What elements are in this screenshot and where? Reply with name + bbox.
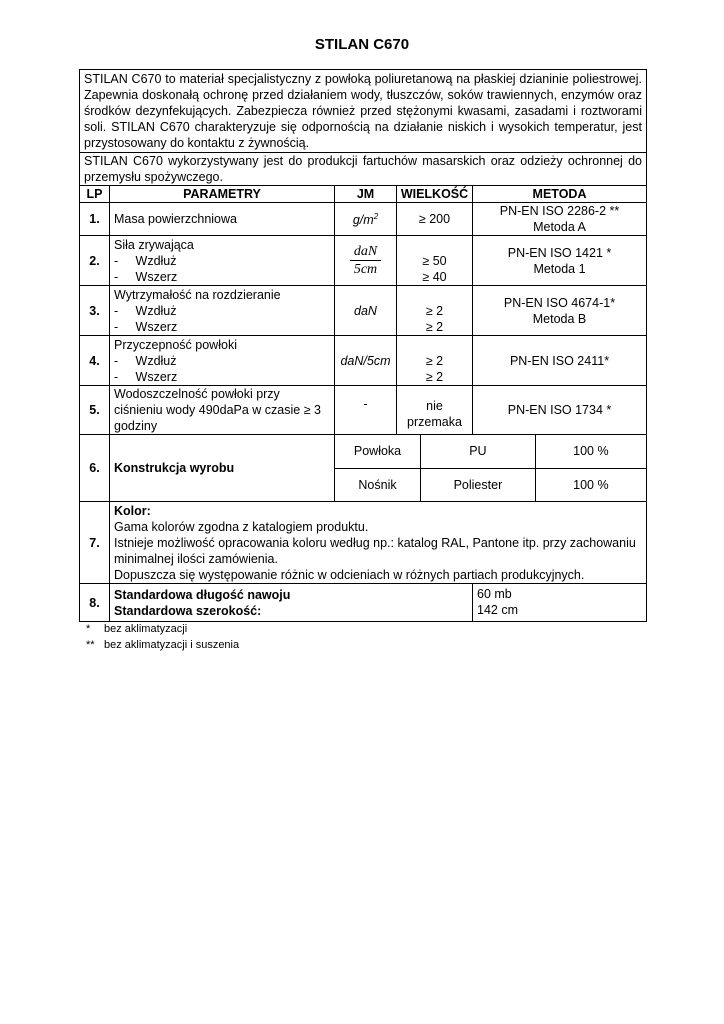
parameter-sub-crosswise: - Wszerz — [114, 369, 178, 384]
header-method: METODA — [473, 186, 647, 203]
unit-numerator: daN — [350, 243, 381, 261]
parameter-title: Wytrzymałość na rozdzieranie — [114, 287, 281, 302]
table-header-row — [80, 186, 647, 203]
method-standard: PN-EN ISO 1421 * — [507, 245, 612, 260]
method-standard: PN-EN ISO 2286-2 ** — [499, 204, 620, 218]
table-row — [80, 203, 647, 236]
method-variant: Metoda B — [532, 311, 587, 326]
color-row — [80, 502, 647, 584]
row-number: 6. — [80, 435, 110, 502]
method — [473, 286, 647, 336]
value — [397, 286, 473, 336]
method-standard: PN-EN ISO 4674-1* — [503, 295, 616, 310]
table-row — [80, 336, 647, 386]
parameter-sub-lengthwise: - Wzdłuż — [114, 303, 177, 318]
layer-share: 100 % — [573, 477, 609, 492]
unit-denominator: 5cm — [353, 262, 378, 277]
color-heading: Kolor: — [114, 503, 151, 518]
layer-row — [335, 468, 646, 501]
footnote — [86, 639, 239, 651]
row-number: 7. — [80, 502, 110, 584]
row-number: 2. — [80, 236, 110, 286]
value — [397, 336, 473, 386]
value: ≥ 200 — [397, 203, 473, 236]
document-title: STILAN C670 — [314, 36, 410, 53]
unit: daN — [335, 286, 397, 336]
table-row — [80, 386, 647, 435]
parameter-name: Masa powierzchniowa — [110, 203, 335, 236]
method: PN-EN ISO 1734 * — [473, 386, 647, 435]
roll-width-value: 142 cm — [477, 603, 518, 617]
unit — [335, 236, 397, 286]
parameter-title: Przyczepność powłoki — [114, 337, 237, 352]
parameter-sub-crosswise: - Wszerz — [114, 319, 178, 334]
value-crosswise: ≥ 40 — [422, 269, 447, 284]
parameter-name — [110, 286, 335, 336]
construction-row — [80, 435, 647, 502]
layer-name: Powłoka — [335, 435, 421, 468]
parameter-sub-lengthwise: - Wzdłuż — [114, 253, 177, 268]
value-crosswise: ≥ 2 — [425, 319, 444, 334]
row-number: 3. — [80, 286, 110, 336]
row-number: 8. — [80, 584, 110, 622]
value: nie przemaka — [397, 386, 473, 435]
layer-name: Nośnik — [335, 468, 421, 501]
unit — [335, 203, 397, 236]
value-lengthwise: ≥ 2 — [425, 353, 444, 368]
method — [473, 236, 647, 286]
unit: - — [335, 386, 397, 435]
dimensions-row — [80, 584, 647, 622]
method — [473, 336, 647, 386]
layer-row — [335, 435, 646, 468]
method — [473, 203, 647, 236]
construction-layers — [335, 435, 647, 502]
layer-material: PU — [421, 435, 536, 468]
header-lp: LP — [80, 186, 110, 203]
method-standard: PN-EN ISO 2411* — [509, 353, 610, 368]
parameter-sub-crosswise: - Wszerz — [114, 269, 178, 284]
parameter-name — [110, 236, 335, 286]
unit-fraction — [350, 243, 381, 278]
footnote-text: bez aklimatyzacji i suszenia — [104, 639, 240, 651]
color-custom-note: Istnieje możliwość opracowania koloru według np.: katalog RAL, Pantone itp. przy zachowaniu minimalnej ilości zamówienia. — [114, 535, 636, 566]
method-variant: Metoda 1 — [533, 261, 586, 276]
row-number: 1. — [80, 203, 110, 236]
header-unit: JM — [335, 186, 397, 203]
unit-superscript: 2 — [373, 212, 379, 222]
parameter-name: Wodoszczelność powłoki przy ciśnieniu wody 490daPa w czasie ≥ 3 godziny — [110, 386, 335, 435]
color-variation-note: Dopuszcza się występowanie różnic w odcieniach w różnych partiach produkcyjnych. — [114, 567, 585, 582]
color-catalog-note: Gama kolorów zgodna z katalogiem produktu. — [114, 519, 369, 534]
table-row — [80, 236, 647, 286]
footnote-mark: ** — [86, 639, 95, 651]
value-crosswise: ≥ 2 — [425, 369, 444, 384]
color-info — [110, 502, 647, 584]
construction-layer-table — [335, 435, 646, 501]
row-number: 5. — [80, 386, 110, 435]
roll-width-label: Standardowa szerokość: — [114, 603, 262, 618]
product-description: STILAN C670 to materiał specjalistyczny z powłoką poliuretanową na płaskiej dzianinie poliestrowej. Zapewnia doskonałą ochronę przed działaniem wody, tłuszczów, soków trawiennych, enzymów oraz środków dezynfekujących. Zabezpiecza również przed stężonymi kwasami, zasadami i roztworami soli. STILAN C670 charakteryzuje się odpornością na działanie niskich i wysokich temperatur, jest przystosowany do kontaktu z żywnością. — [80, 70, 647, 153]
parameter-title: Siła zrywająca — [114, 237, 194, 252]
unit: daN/5cm — [335, 336, 397, 386]
footnote-mark: * — [86, 623, 91, 635]
product-usage: STILAN C670 wykorzystywany jest do produkcji fartuchów masarskich oraz odzieży ochronnej do przemysłu spożywczego. — [80, 153, 647, 186]
roll-length-value: 60 mb — [477, 587, 512, 601]
footnote-text: bez aklimatyzacji — [104, 623, 188, 635]
value — [397, 236, 473, 286]
value-lengthwise: ≥ 2 — [425, 303, 444, 318]
row-number: 4. — [80, 336, 110, 386]
header-parameters: PARAMETRY — [110, 186, 335, 203]
value-lengthwise: ≥ 50 — [422, 253, 447, 268]
table-row — [80, 286, 647, 336]
dimensions-labels — [110, 584, 473, 622]
roll-length-label: Standardowa długość nawoju — [114, 587, 291, 602]
dimensions-values — [473, 584, 647, 622]
construction-label: Konstrukcja wyrobu — [110, 435, 335, 502]
specification-table — [79, 69, 647, 622]
layer-material: Poliester — [421, 468, 536, 501]
parameter-name — [110, 336, 335, 386]
layer-share: 100 % — [535, 435, 646, 468]
method-variant: Metoda A — [533, 220, 586, 234]
parameter-sub-lengthwise: - Wzdłuż — [114, 353, 177, 368]
header-value: WIELKOŚĆ — [397, 186, 473, 203]
unit-base: g/m — [352, 213, 374, 228]
footnote — [86, 623, 187, 635]
